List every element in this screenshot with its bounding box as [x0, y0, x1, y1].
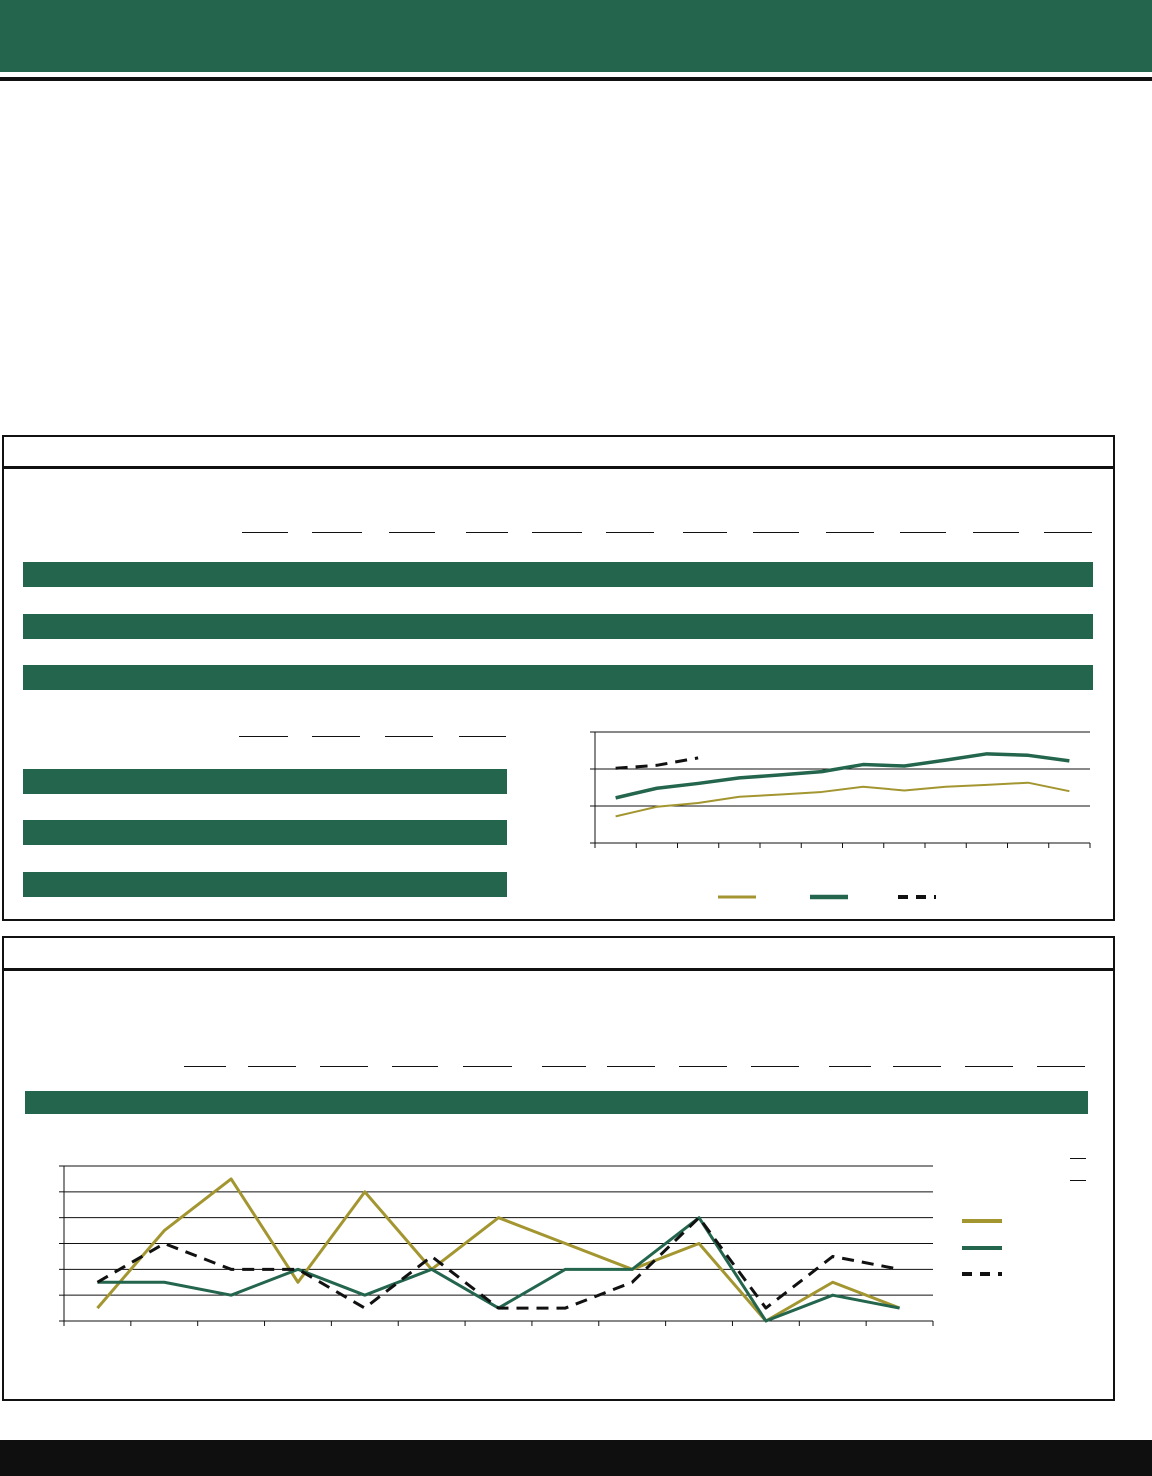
table3-column-header-rule: [607, 1066, 655, 1067]
table3-column-header-rule: [542, 1066, 586, 1067]
table1-column-header-rule: [389, 532, 435, 533]
table1-column-header-rule: [466, 532, 508, 533]
table1-row-bar: [23, 562, 1093, 587]
table1-column-header-rule: [312, 532, 362, 533]
table2-column-header-rule: [239, 736, 288, 737]
table3-column-header-rule: [965, 1066, 1013, 1067]
table1-column-header-rule: [532, 532, 582, 533]
panel-top-title-rule: [4, 466, 1113, 469]
header-rule: [0, 77, 1152, 81]
table2-row-bar: [23, 820, 507, 845]
table2-row-bar: [23, 769, 507, 794]
header-band: [0, 0, 1152, 72]
table1-column-header-rule: [242, 532, 288, 533]
table1-column-header-rule: [1044, 532, 1092, 533]
series-line-3: [97, 1218, 899, 1308]
table1-column-header-rule: [683, 532, 727, 533]
table2-column-header-rule: [312, 736, 360, 737]
table1-column-header-rule: [753, 532, 799, 533]
table3-column-header-rule: [463, 1066, 512, 1067]
trend-line-chart: [570, 720, 1130, 920]
series-line-3: [616, 758, 699, 768]
table3-column-header-rule: [893, 1066, 941, 1067]
variability-line-chart: [40, 1150, 1100, 1350]
table2-column-header-rule: [459, 736, 506, 737]
table3-column-header-rule: [392, 1066, 438, 1067]
table2-row-bar: [23, 872, 507, 897]
table1-column-header-rule: [900, 532, 946, 533]
panel-bottom-title-rule: [4, 968, 1113, 971]
series-line-1: [97, 1179, 899, 1321]
table3-column-header-rule: [679, 1066, 727, 1067]
table3-column-header-rule: [184, 1066, 226, 1067]
table1-column-header-rule: [826, 532, 874, 533]
table3-row-bar: [25, 1091, 1088, 1114]
table1-row-bar: [23, 614, 1093, 639]
table1-column-header-rule: [606, 532, 654, 533]
table1-row-bar: [23, 665, 1093, 690]
series-line-1: [616, 783, 1070, 817]
footer-band: [0, 1440, 1152, 1476]
table3-column-header-rule: [1037, 1066, 1085, 1067]
table3-column-header-rule: [829, 1066, 871, 1067]
table2-column-header-rule: [385, 736, 433, 737]
table3-column-header-rule: [320, 1066, 368, 1067]
table3-column-header-rule: [248, 1066, 296, 1067]
table3-column-header-rule: [751, 1066, 799, 1067]
table1-column-header-rule: [973, 532, 1019, 533]
